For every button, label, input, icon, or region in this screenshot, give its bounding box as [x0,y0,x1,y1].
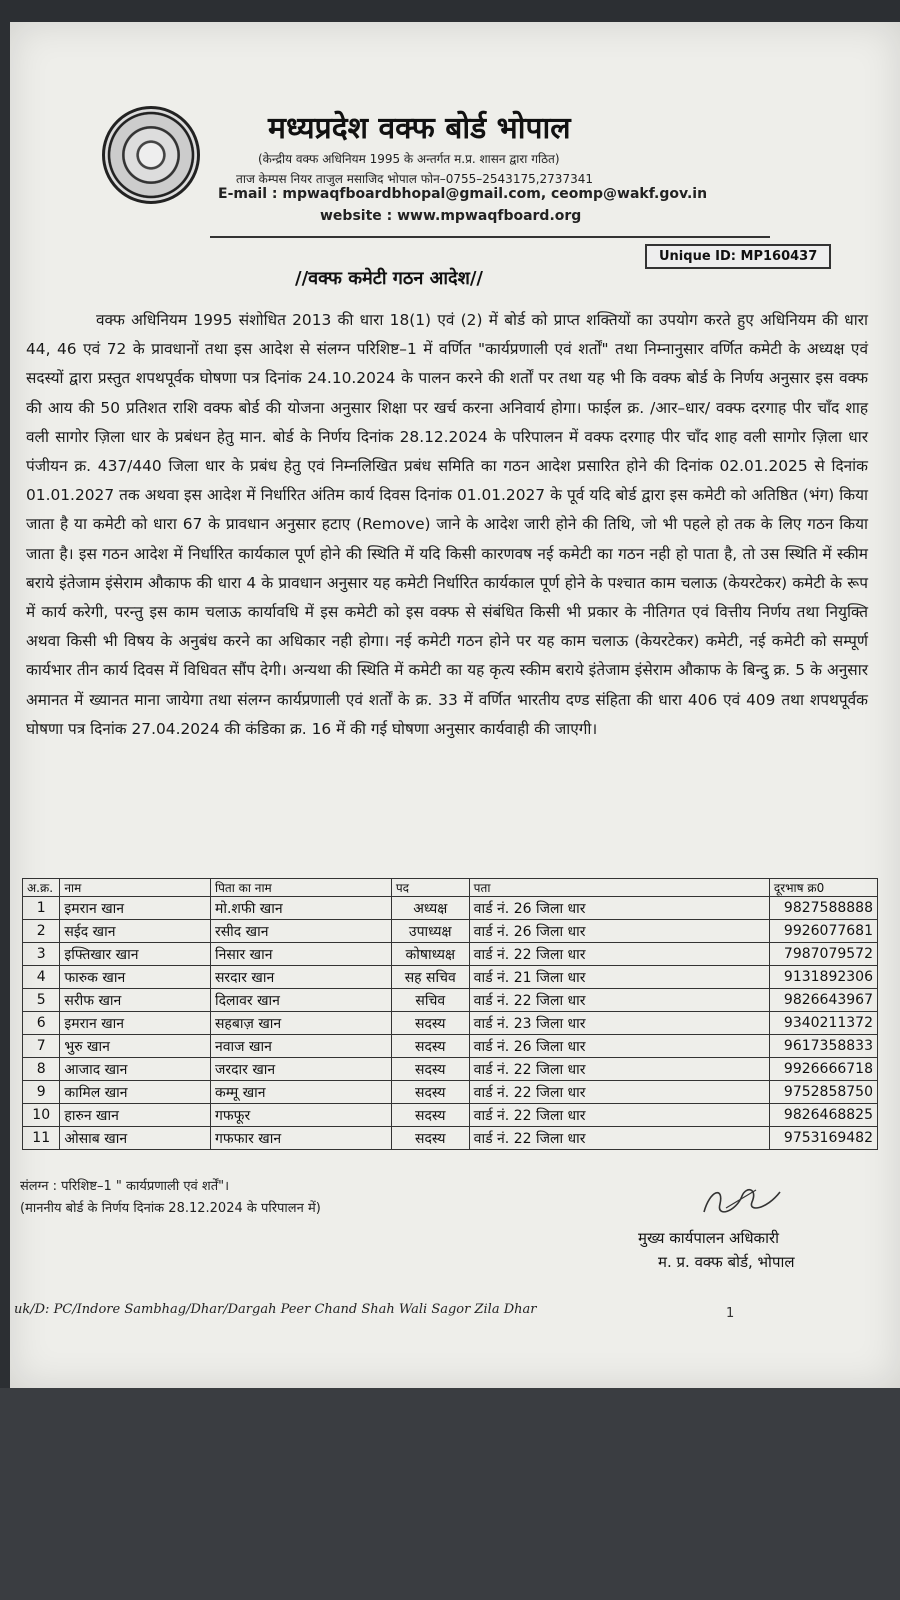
cell-address: वार्ड नं. 22 जिला धार [469,943,769,966]
cell-address: वार्ड नं. 21 जिला धार [469,966,769,989]
signatory-org: म. प्र. वक्फ बोर्ड, भोपाल [658,1253,795,1271]
table-header-row [23,879,878,897]
header-line-1: (केन्द्रीय वक्फ अधिनियम 1995 के अन्तर्गत म.प्र. शासन द्वारा गठित) [258,152,560,166]
background-surface [0,1388,900,1600]
col-header-father: पिता का नाम [210,879,391,897]
cell-post: सचिव [391,989,469,1012]
cell-post: उपाध्यक्ष [391,920,469,943]
cell-name: हारुन खान [60,1104,211,1127]
cell-phone: 9826643967 [769,989,877,1012]
cell-phone: 9617358833 [769,1035,877,1058]
cell-phone: 9926666718 [769,1058,877,1081]
header-email: E-mail : mpwaqfboardbhopal@gmail.com, ceomp@wakf.gov.in [218,186,708,202]
col-header-sn: अ.क्र. [23,879,60,897]
cell-name: इफ्तिखार खान [60,943,211,966]
cell-post: सह सचिव [391,966,469,989]
cell-phone: 9131892306 [769,966,877,989]
unique-id-box: Unique ID: MP160437 [645,244,831,269]
cell-address: वार्ड नं. 23 जिला धार [469,1012,769,1035]
cell-sn: 6 [23,1012,60,1035]
table-row [23,1012,878,1035]
cell-father: जरदार खान [210,1058,391,1081]
cell-father: सरदार खान [210,966,391,989]
cell-post: कोषाध्यक्ष [391,943,469,966]
table-row [23,1035,878,1058]
signature-mark [696,1182,786,1222]
table-row [23,966,878,989]
cell-name: ओसाब खान [60,1127,211,1150]
cell-post: सदस्य [391,1058,469,1081]
org-name: मध्यप्रदेश वक्फ बोर्ड भोपाल [268,111,571,146]
table-row [23,897,878,920]
cell-address: वार्ड नं. 22 जिला धार [469,989,769,1012]
cell-post: सदस्य [391,1081,469,1104]
header-address: ताज केम्पस नियर ताजुल मसाजिद भोपाल फोन–0755–2543175,2737341 [236,172,593,186]
cell-father: कम्मू खान [210,1081,391,1104]
table-row [23,1081,878,1104]
cell-father: गफफूर [210,1104,391,1127]
cell-sn: 11 [23,1127,60,1150]
order-title: //वक्फ कमेटी गठन आदेश// [295,268,483,289]
cell-post: अध्यक्ष [391,897,469,920]
cell-name: कामिल खान [60,1081,211,1104]
page-number: 1 [726,1306,735,1321]
cell-phone: 9340211372 [769,1012,877,1035]
cell-name: भुरु खान [60,1035,211,1058]
order-body-paragraph: वक्फ अधिनियम 1995 संशोधित 2013 की धारा 18(1) एवं (2) में बोर्ड को प्राप्त शक्तियों का उपयोग करते हुए अधिनियम की धारा 44, 46 एवं 72 के प्रावधानों तथा इस आदेश से संलग्न परिशिष्ट–1 में वर्णित "कार्यप्रणाली एवं शर्तों" तथा निम्नानुसार वर्णित कमेटी के अध्यक्ष एवं सदस्यों द्वारा प्रस्तुत शपथपूर्वक घोषणा पत्र दिनांक 24.10.2024 के पालन करने की शर्तों पर तथा यह भी कि वक्फ बोर्ड के निर्णय अनुसार इस वक्फ की आय की 50 प्रतिशत राशि वक्फ बोर्ड की योजना अनुसार शिक्षा पर खर्च करना अनिवार्य होगा। फाईल क्र. /आर–धार/ वक्फ दरगाह पीर चॉंद शाह वली सागोर ज़िला धार के प्रबंधन हेतु मान. बोर्ड के निर्णय दिनांक 28.12.2024 के परिपालन में वक्फ दरगाह पीर चॉंद शाह वली सागोर ज़िला धार पंजीयन क्र. 437/440 जिला धार के प्रबंध हेतु एवं निम्नलिखित प्रबंध समिति का गठन आदेश प्रसारित होने की दिनांक 02.01.2025 से दिनांक 01.01.2027 तक अथवा इस आदेश में निर्धारित अंतिम कार्य दिवस दिनांक 01.01.2027 के पूर्व यदि बोर्ड द्वारा इस कमेटी को अतिष्ठित (भंग) किया जाता है या कमेटी को धारा 67 के प्रावधान अनुसार हटाए (Remove) जाने के आदेश जारी होने की तिथि, जो भी पहले हो तक के लिए गठन किया जाता है। इस गठन आदेश में निर्धारित कार्यकाल पूर्ण होने की स्थिति में यदि किसी कारणवष नई कमेटी का गठन नही हो पाता है, तो उस स्थिति में स्कीम बराये इंतेजाम इंसेराम औकाफ की धारा 4 के प्रावधान अनुसार यह कमेटी निर्धारित कार्यकाल पूर्ण होने के पश्चात काम चलाऊ (केयरटेकर) कमेटी के रूप में कार्य करेगी, परन्तु इस काम चलाऊ कार्यावधि में इस कमेटी को इस वक्फ से संबंधित किसी भी प्रकार के नीतिगत एवं वित्तीय निर्णय तथा नियुक्ति अथवा किसी भी विषय के अनुबंध करने का अधिकार नही होगा। नई कमेटी गठन होने पर यह काम चलाऊ (केयरटेकर) कमेटी, नई कमेटी को सम्पूर्ण कार्यभार तीन कार्य दिवस में विधिवत सौंप देगी। अन्यथा की स्थिति में कमेटी का यह कृत्य स्कीम बराये इंतेजाम इंसेराम औकाफ के बिन्दु क्र. 5 के अनुसार अमानत में ख्यानत माना जायेगा तथा संलग्न कार्यप्रणाली एवं शर्तों के क्र. 33 में वर्णित भारतीय दण्ड संहिता की धारा 406 एवं 409 तथा शपथपूर्वक घोषणा पत्र दिनांक 27.04.2024 की कंडिका क्र. 16 में की गई घोषणा अनुसार कार्यवाही की जाएगी। [26,311,868,738]
cell-name: सईद खान [60,920,211,943]
cell-sn: 3 [23,943,60,966]
cell-name: सरीफ खान [60,989,211,1012]
cell-name: फारुक खान [60,966,211,989]
cell-phone: 9926077681 [769,920,877,943]
cell-address: वार्ड नं. 22 जिला धार [469,1081,769,1104]
cell-sn: 1 [23,897,60,920]
table-row [23,1104,878,1127]
cell-post: सदस्य [391,1012,469,1035]
cell-father: मो.शफी खान [210,897,391,920]
cell-father: नवाज खान [210,1035,391,1058]
cell-address: वार्ड नं. 26 जिला धार [469,897,769,920]
col-header-name: नाम [60,879,211,897]
committee-members-table [22,878,878,1150]
cell-name: इमरान खान [60,897,211,920]
cell-sn: 7 [23,1035,60,1058]
cell-address: वार्ड नं. 26 जिला धार [469,920,769,943]
cell-sn: 2 [23,920,60,943]
board-seal-logo [102,106,200,204]
file-reference: uk/D: PC/Indore Sambhag/Dhar/Dargah Peer Chand Shah Wali Sagor Zila Dhar [14,1302,537,1317]
cell-address: वार्ड नं. 22 जिला धार [469,1104,769,1127]
cell-phone: 9753169482 [769,1127,877,1150]
col-header-address: पता [469,879,769,897]
cell-phone: 9827588888 [769,897,877,920]
enclosure-note: (माननीय बोर्ड के निर्णय दिनांक 28.12.2024 के परिपालन में) [20,1201,321,1216]
cell-father: रसीद खान [210,920,391,943]
table-row [23,989,878,1012]
table-row [23,920,878,943]
enclosure-line: संलग्न : परिशिष्ट–1 " कार्यप्रणाली एवं शर्तें"। [20,1179,230,1194]
cell-phone: 9752858750 [769,1081,877,1104]
cell-post: सदस्य [391,1127,469,1150]
cell-sn: 10 [23,1104,60,1127]
cell-sn: 5 [23,989,60,1012]
cell-address: वार्ड नं. 22 जिला धार [469,1127,769,1150]
table-row [23,1058,878,1081]
cell-name: आजाद खान [60,1058,211,1081]
table-row [23,1127,878,1150]
header-divider [210,236,770,238]
cell-father: दिलावर खान [210,989,391,1012]
cell-phone: 7987079572 [769,943,877,966]
col-header-post: पद [391,879,469,897]
document-page [10,22,900,1388]
cell-father: निसार खान [210,943,391,966]
cell-sn: 9 [23,1081,60,1104]
cell-address: वार्ड नं. 22 जिला धार [469,1058,769,1081]
cell-phone: 9826468825 [769,1104,877,1127]
cell-father: सहबाज़ खान [210,1012,391,1035]
col-header-phone: दूरभाष क्र0 [769,879,877,897]
cell-sn: 8 [23,1058,60,1081]
cell-name: इमरान खान [60,1012,211,1035]
header-website: website : www.mpwaqfboard.org [320,208,582,224]
signatory-title: मुख्य कार्यपालन अधिकारी [638,1229,779,1247]
cell-father: गफफार खान [210,1127,391,1150]
cell-sn: 4 [23,966,60,989]
table-row [23,943,878,966]
cell-post: सदस्य [391,1104,469,1127]
cell-address: वार्ड नं. 26 जिला धार [469,1035,769,1058]
cell-post: सदस्य [391,1035,469,1058]
